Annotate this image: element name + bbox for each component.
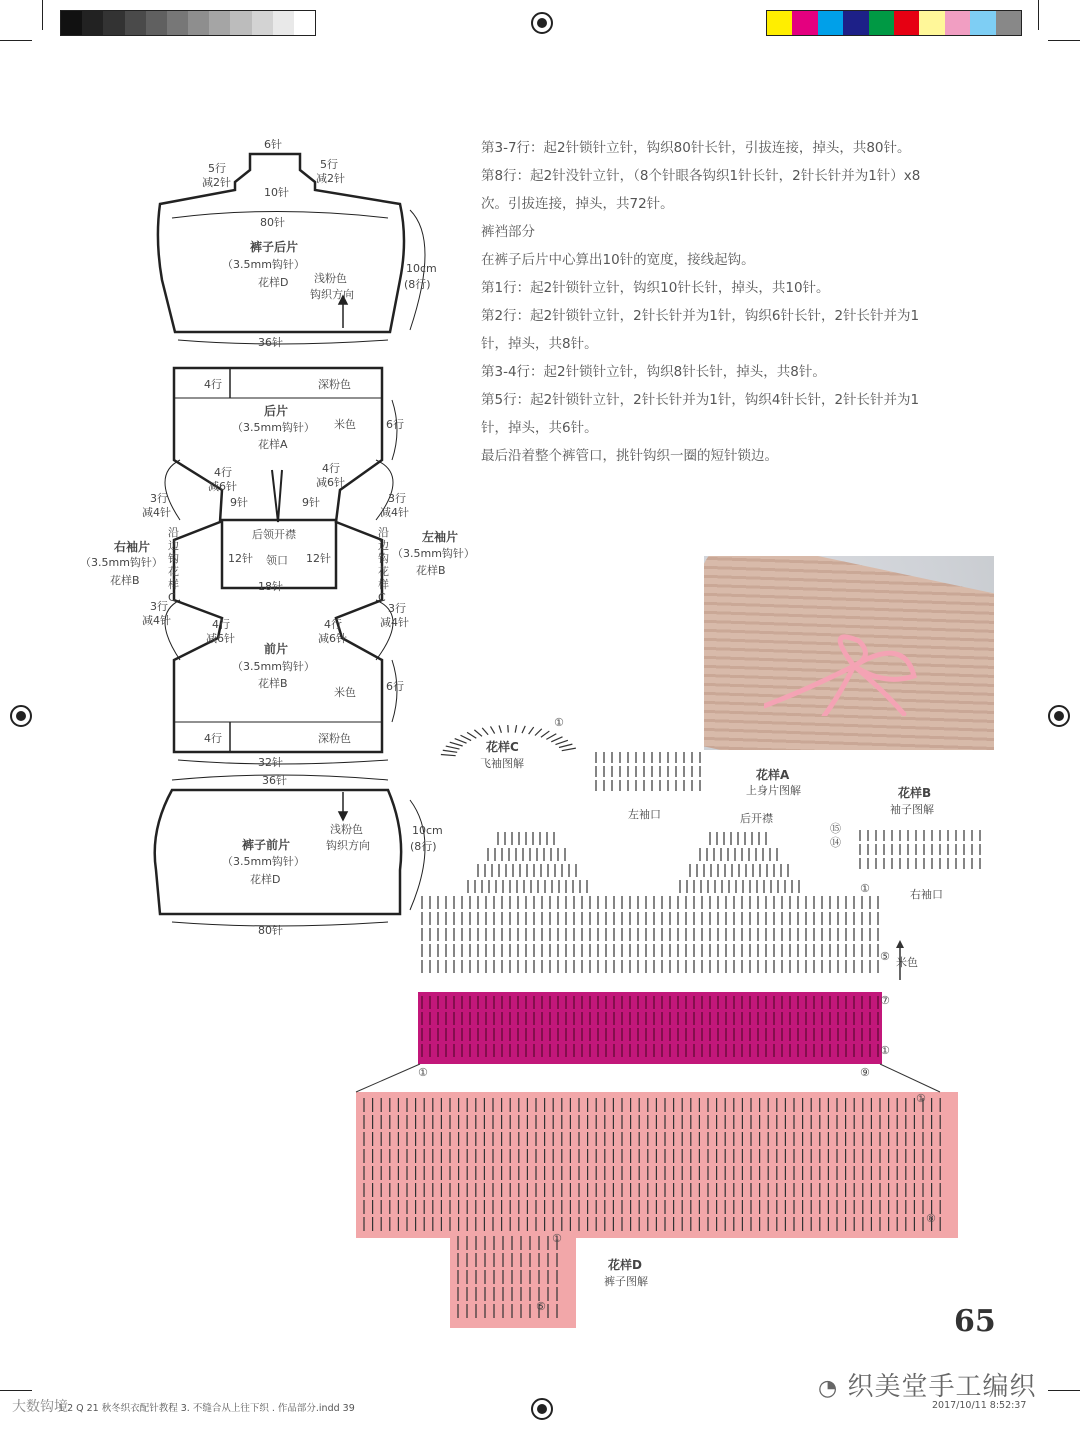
dec-label: 4行 <box>214 466 232 479</box>
pants-back-color: 浅粉色 <box>314 272 347 285</box>
instruction-line: 第2行：起2针锁针立针，2针长针并为1针，钩织6针长针，2针长针并为1 <box>481 308 920 324</box>
instruction-line: 针，掉头，共6针。 <box>481 420 598 436</box>
stitch-symbol <box>482 728 488 735</box>
gray-swatch <box>146 11 167 35</box>
stitch-symbol <box>499 725 501 732</box>
label-80-stitches: 80针 <box>258 924 283 937</box>
color-swatch <box>869 11 894 35</box>
dec-label: 4行 <box>322 462 340 475</box>
color-swatch <box>996 11 1021 35</box>
nine-stitch-label: 9针 <box>230 496 248 509</box>
left-sleeve-title: 左袖片 <box>422 530 459 544</box>
stitch-symbol <box>461 735 472 740</box>
color-swatch <box>919 11 944 35</box>
registration-mark-right <box>1048 705 1070 727</box>
dark-pink-band <box>418 992 882 1064</box>
stitch-symbol <box>446 746 460 749</box>
row-marker: ⑤ <box>536 1300 546 1313</box>
pattern-c-subtitle: 飞袖图解 <box>480 757 524 770</box>
label-36-stitches: 36针 <box>258 336 283 349</box>
front-rows-label: 4行 <box>204 732 222 745</box>
grayscale-calibration-bar <box>60 10 316 36</box>
back-cream-label: 米色 <box>334 418 356 431</box>
color-swatch <box>970 11 995 35</box>
footer-timestamp: 2017/10/11 8:52:37 <box>932 1400 1027 1411</box>
gray-swatch <box>294 11 315 35</box>
pants-front-hook: （3.5mm钩针） <box>222 855 305 868</box>
label-dec-stitches: 减2针 <box>316 172 345 185</box>
gray-swatch <box>103 11 124 35</box>
color-swatch <box>792 11 817 35</box>
crop-mark <box>0 1390 32 1391</box>
right-sleeve-title: 右袖片 <box>114 540 151 554</box>
color-swatch <box>894 11 919 35</box>
direction-arrowhead <box>896 940 904 948</box>
sleeve-dec-label: 3行 <box>388 492 406 505</box>
crop-mark <box>1048 1390 1080 1391</box>
front-six-rows: 6行 <box>386 680 404 693</box>
pattern-d-title: 花样D <box>608 1258 642 1272</box>
pattern-c-title: 花样C <box>486 740 519 754</box>
crop-mark <box>1038 0 1039 30</box>
stitch-symbol <box>546 734 556 740</box>
sleeve-dec-label: 3行 <box>150 600 168 613</box>
label-10-stitches: 10针 <box>264 186 289 199</box>
front-cream-label: 米色 <box>334 686 356 699</box>
pattern-d-background <box>356 1092 958 1238</box>
pants-back-rows: (8行) <box>404 278 431 291</box>
watermark-text <box>818 1366 1036 1403</box>
pants-front-color: 浅粉色 <box>330 823 363 836</box>
gray-swatch <box>209 11 230 35</box>
pants-front-rows: (8行) <box>410 840 437 853</box>
page-number: 65 <box>954 1304 996 1339</box>
label-6-stitches: 6针 <box>264 138 282 151</box>
gray-swatch <box>188 11 209 35</box>
instruction-line: 在裤子后片中心算出10针的宽度，接线起钩。 <box>481 252 755 268</box>
instruction-line: 第1行：起2针锁针立针，钩织10针长针，掉头，共10针。 <box>481 280 830 296</box>
pattern-b-title: 花样B <box>898 786 932 800</box>
stitch-symbol <box>474 730 482 736</box>
corner-logo-text: 大数钩境 <box>12 1399 68 1415</box>
gray-swatch <box>125 11 146 35</box>
stitch-symbol <box>441 755 456 756</box>
dec-label: 减6针 <box>318 632 347 645</box>
color-swatch <box>945 11 970 35</box>
gray-swatch <box>273 11 294 35</box>
front-color-label: 深粉色 <box>318 732 351 745</box>
stitch-symbol <box>551 737 562 742</box>
label-32-stitches: 32针 <box>258 756 283 769</box>
back-piece-pattern: 花样A <box>258 438 288 451</box>
back-rows-label: 4行 <box>204 378 222 391</box>
row-marker: ⑤ <box>880 950 890 963</box>
dec-label: 减6针 <box>316 476 345 489</box>
gray-swatch <box>230 11 251 35</box>
color-swatch <box>843 11 868 35</box>
pants-back-hook: （3.5mm钩针） <box>222 258 305 271</box>
instruction-heading: 裤裆部分 <box>481 224 535 240</box>
color-swatch <box>818 11 843 35</box>
row-marker: ① <box>880 1044 890 1057</box>
pants-back-direction: 钩织方向 <box>310 288 354 301</box>
pants-front-height: 10cm <box>412 824 443 837</box>
label-dec-stitches: 减2针 <box>202 176 231 189</box>
stitch-symbol <box>522 726 525 733</box>
row-marker: ① <box>860 882 870 895</box>
row-marker: ⑦ <box>880 994 890 1007</box>
pattern-a-subtitle: 上身片图解 <box>746 784 801 797</box>
sleeve-dec-label: 3行 <box>150 492 168 505</box>
stitch-symbol <box>535 729 542 736</box>
edge-pattern-label: 沿边钩花样C <box>378 526 389 604</box>
stitch-symbol <box>559 744 572 747</box>
nine-stitch-label: 9针 <box>302 496 320 509</box>
right-cuff-label: 右袖口 <box>910 888 943 901</box>
label-80-stitches: 80针 <box>260 216 285 229</box>
sleeve-dec-label: 3行 <box>388 602 406 615</box>
instructions-text <box>481 134 1006 470</box>
chart-connector <box>356 1064 420 1092</box>
instruction-line: 次。引拔连接，掉头，共72针。 <box>481 196 674 212</box>
pants-front-pattern: 花样D <box>250 873 281 886</box>
stitch-symbol <box>490 726 494 733</box>
right-sleeve-hook: （3.5mm钩针） <box>80 556 163 569</box>
watermark-label: 织美堂手工编织 <box>847 1372 1037 1402</box>
back-piece-hook: （3.5mm钩针） <box>232 421 315 434</box>
crochet-charts <box>340 680 1000 1340</box>
registration-mark-bottom <box>531 1398 553 1420</box>
pants-front-title: 裤子前片 <box>242 838 291 852</box>
footer-file-info: 1 2 Q 21 秋冬织衣配针教程 3. 不缝合从上往下织 . 作品部分.indd 39 <box>58 1403 355 1414</box>
color-calibration-bar <box>766 10 1022 36</box>
back-piece-title: 后片 <box>264 404 289 418</box>
label-dec-rows: 5行 <box>320 158 338 171</box>
instruction-line: 第5行：起2针锁针立针，2针长针并为1针，钩织4针长针，2针长针并为1 <box>481 392 920 408</box>
crop-mark <box>0 40 32 41</box>
crop-mark <box>42 0 43 30</box>
gray-swatch <box>252 11 273 35</box>
back-opening-label: 后领开襟 <box>252 528 296 541</box>
dec-label: 4行 <box>324 618 342 631</box>
stitch-symbol <box>541 731 549 737</box>
stitch-symbol <box>562 748 576 751</box>
row-marker: ⑮ <box>830 822 841 835</box>
left-cuff-label: 左袖口 <box>628 808 661 821</box>
left-sleeve-pattern: 花样B <box>416 564 446 577</box>
instruction-line: 第8行：起2针没针立针，（8个针眼各钩织1针长针，2针长针并为1针）x8 <box>481 168 921 184</box>
registration-mark-top <box>531 12 553 34</box>
wechat-icon: ◔ <box>818 1376 839 1401</box>
row-marker: ⑨ <box>860 1066 870 1079</box>
back-color-label: 深粉色 <box>318 378 351 391</box>
front-piece-pattern: 花样B <box>258 677 288 690</box>
neck-label: 领口 <box>266 554 288 567</box>
twelve-stitch-label: 12针 <box>306 552 331 565</box>
eighteen-stitch-label: 18针 <box>258 580 283 593</box>
dec-label: 4行 <box>212 618 230 631</box>
row-marker: ① <box>916 1092 926 1105</box>
dec-label: 减6针 <box>208 480 237 493</box>
dec-label: 减6针 <box>206 632 235 645</box>
instruction-line: 针，掉头，共8针。 <box>481 336 598 352</box>
gray-swatch <box>61 11 82 35</box>
stitch-symbol <box>515 725 516 732</box>
gray-swatch <box>167 11 188 35</box>
stitch-symbol <box>443 750 457 752</box>
row-marker: ① <box>418 1066 428 1079</box>
label-36-stitches: 36针 <box>262 774 287 787</box>
back-six-rows: 6行 <box>386 418 404 431</box>
pants-back-pattern: 花样D <box>258 276 289 289</box>
color-swatch <box>767 11 792 35</box>
stitch-symbol <box>455 739 467 744</box>
row-marker: ① <box>552 1232 562 1245</box>
instruction-line: 第3-7行：起2针锁针立针，钩织80针长针，引拔连接，掉头，共80针。 <box>481 140 911 156</box>
gray-swatch <box>82 11 103 35</box>
pants-back-height: 10cm <box>406 262 437 275</box>
pants-front-direction: 钩织方向 <box>326 839 370 852</box>
stitch-symbol <box>467 732 476 738</box>
instruction-line: 第3-4行：起2针锁针立针，钩织8针长针，掉头，共8针。 <box>481 364 826 380</box>
sleeve-dec-label: 减4针 <box>142 506 171 519</box>
row-marker: ⑭ <box>830 836 841 849</box>
cream-color-label: 米色 <box>896 956 918 969</box>
instruction-line: 最后沿着整个裤管口，挑针钩织一圈的短针锁边。 <box>481 448 778 464</box>
front-piece-hook: （3.5mm钩针） <box>232 660 315 673</box>
left-sleeve-hook: （3.5mm钩针） <box>392 547 475 560</box>
row-marker: ⑧ <box>926 1212 936 1225</box>
front-piece-title: 前片 <box>264 642 289 656</box>
pants-back-title: 裤子后片 <box>250 240 299 254</box>
pattern-b-subtitle: 袖子图解 <box>890 803 934 816</box>
chart-connector <box>880 1064 940 1092</box>
stitch-symbol <box>450 742 463 746</box>
label-dec-rows: 5行 <box>208 162 226 175</box>
sleeve-dec-label: 减4针 <box>380 616 409 629</box>
sleeve-dec-label: 减4针 <box>142 614 171 627</box>
back-opening-chart-label: 后开襟 <box>740 812 773 825</box>
edge-pattern-label: 沿边钩花样C <box>168 526 179 604</box>
crop-mark <box>1048 40 1080 41</box>
stitch-symbol <box>529 727 534 734</box>
row-marker: ① <box>554 716 564 729</box>
sleeve-dec-label: 减4针 <box>380 506 409 519</box>
pattern-d-subtitle: 裤子图解 <box>604 1275 648 1288</box>
stitch-symbol <box>555 740 567 744</box>
twelve-stitch-label: 12针 <box>228 552 253 565</box>
right-sleeve-pattern: 花样B <box>110 574 140 587</box>
pattern-a-title: 花样A <box>756 768 790 782</box>
